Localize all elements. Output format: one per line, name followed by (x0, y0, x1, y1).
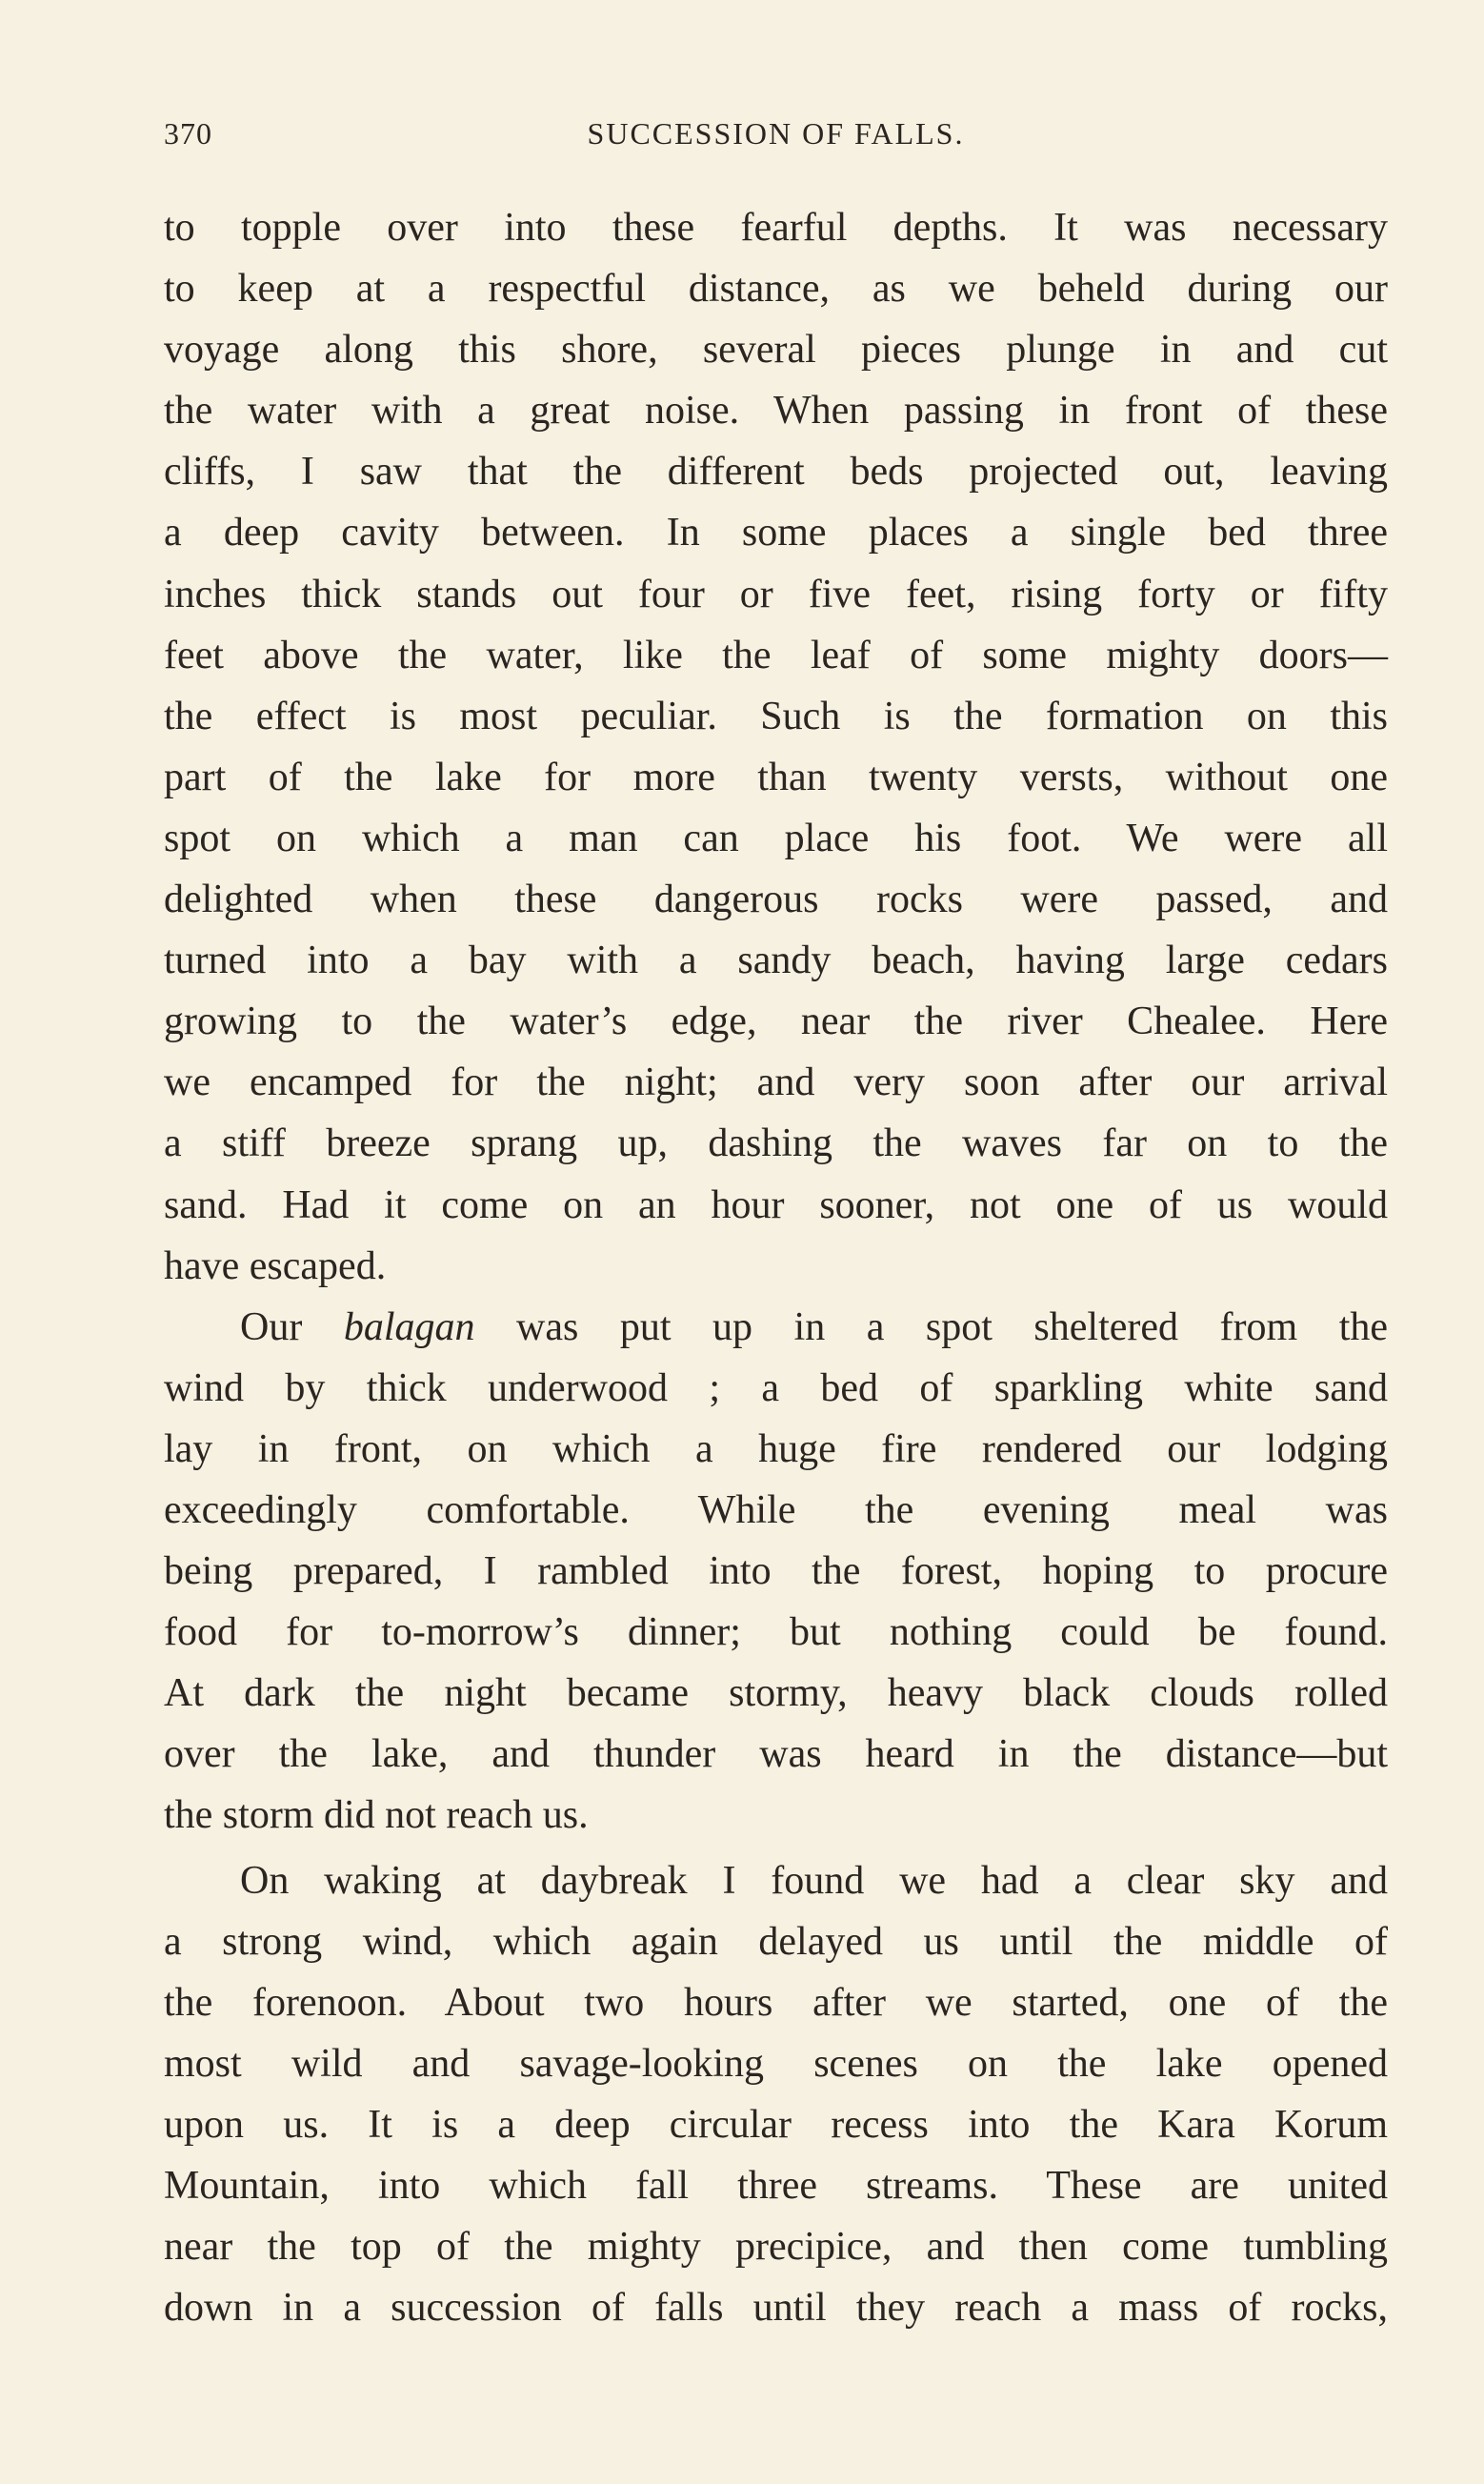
text-line: food for to-morrow’s dinner; but nothing could be found. (164, 1610, 1388, 1655)
text-line: wind by thick underwood ; a bed of sparkling white sand (164, 1365, 1388, 1410)
text-line: upon us. It is a deep circular recess into the Kara Korum (164, 2102, 1388, 2147)
text-line: a stiff breeze sprang up, dashing the waves far on to the (164, 1121, 1388, 1166)
text-line: to keep at a respectful distance, as we beheld during our (164, 267, 1388, 312)
text-line: a strong wind, which again delayed us until the middle of (164, 1919, 1388, 1964)
text-line: turned into a bay with a sandy beach, having large cedars (164, 939, 1388, 983)
paragraph-first-line (164, 1297, 1388, 1358)
text-line: being prepared, I rambled into the forest, hoping to procure (164, 1549, 1388, 1594)
text-line: the storm did not reach us. (164, 1793, 589, 1838)
running-head: SUCCESSION OF FALLS. (587, 116, 965, 151)
text-line: exceedingly comfortable. While the evening meal was (164, 1487, 1388, 1532)
text-line: delighted when these dangerous rocks were passed, and (164, 878, 1388, 922)
text-line: part of the lake for more than twenty versts, without one (164, 755, 1388, 799)
page-header (164, 116, 1388, 164)
text-line: inches thick stands out four or five feet, rising forty or fifty (164, 572, 1388, 616)
text-line: Mountain, into which fall three streams. These are united (164, 2164, 1388, 2208)
text-line: have escaped. (164, 1243, 387, 1288)
text-line: At dark the night became stormy, heavy black clouds rolled (164, 1671, 1388, 1716)
italic-term: balagan (343, 1304, 475, 1349)
text-line: spot on which a man can place his foot. We were all (164, 816, 1388, 860)
text-line: lay in front, on which a huge fire rendered our lodging (164, 1426, 1388, 1471)
text-line: over the lake, and thunder was heard in the distance—but (164, 1732, 1388, 1777)
text-line: near the top of the mighty precipice, and then come tumbling (164, 2225, 1388, 2270)
text-line: most wild and savage-looking scenes on the lake opened (164, 2041, 1388, 2086)
text-line: the effect is most peculiar. Such is the formation on this (164, 694, 1388, 738)
text-line: a deep cavity between. In some places a single bed three (164, 511, 1388, 555)
text-line: down in a succession of falls until they reach a mass of rocks, (164, 2286, 1388, 2331)
text-line: the forenoon. About two hours after we started, one of the (164, 1980, 1388, 2025)
text-run: Our (240, 1304, 344, 1349)
page-number: 370 (164, 116, 212, 151)
text-line: growing to the water’s edge, near the river Chealee. Here (164, 1000, 1388, 1044)
text-run: was put up in a spot sheltered from the (474, 1304, 1388, 1349)
text-line: the water with a great noise. When passing in front of these (164, 389, 1388, 434)
text-line: sand. Had it come on an hour sooner, not one of us would (164, 1182, 1388, 1227)
text-line: to topple over into these fearful depths. It was necessary (164, 206, 1388, 250)
text-line: cliffs, I saw that the different beds projected out, leaving (164, 450, 1388, 495)
body-text (164, 197, 1388, 2338)
text-line: we encamped for the night; and very soon after our arrival (164, 1060, 1388, 1105)
text-line: voyage along this shore, several pieces plunge in and cut (164, 328, 1388, 373)
text-line: On waking at daybreak I found we had a clear sky and (240, 1858, 1388, 1903)
text-line: feet above the water, like the leaf of some mighty doors— (164, 633, 1388, 677)
